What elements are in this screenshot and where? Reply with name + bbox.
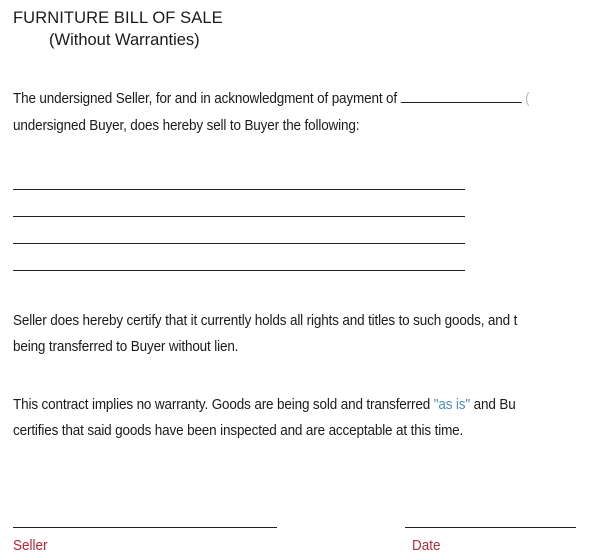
warranty-text: This contract implies no warranty. Goods are being sold and transferred (13, 397, 431, 413)
as-is-link[interactable]: "as is" (433, 397, 471, 413)
paragraph-1-line-2: undersigned Buyer, does hereby sell to Buyer the following: (13, 118, 360, 134)
item-line-4[interactable] (13, 270, 465, 271)
date-label: Date (412, 538, 441, 554)
payment-text: The undersigned Seller, for and in acknowledgment of payment of (13, 91, 398, 107)
item-line-1[interactable] (13, 189, 465, 190)
item-line-3[interactable] (13, 243, 465, 244)
seller-label: Seller (13, 538, 48, 554)
payment-amount-blank[interactable] (401, 90, 522, 103)
paragraph-3-line-2: certifies that said goods have been inspected and are acceptable at this time. (13, 423, 464, 439)
document-title: FURNITURE BILL OF SALE (13, 9, 223, 27)
payment-text-suffix: ( (525, 91, 530, 107)
paragraph-2-line-1: Seller does hereby certify that it currently holds all rights and titles to such goods, and t (13, 313, 518, 329)
document-subtitle: (Without Warranties) (49, 31, 200, 49)
date-signature-line[interactable] (405, 527, 576, 528)
item-line-2[interactable] (13, 216, 465, 217)
warranty-text-suffix: and Bu (473, 397, 516, 413)
seller-signature-line[interactable] (13, 527, 277, 528)
paragraph-1-line-1 (13, 90, 530, 108)
paragraph-2-line-2: being transferred to Buyer without lien. (13, 339, 239, 355)
paragraph-3-line-1 (13, 396, 516, 414)
